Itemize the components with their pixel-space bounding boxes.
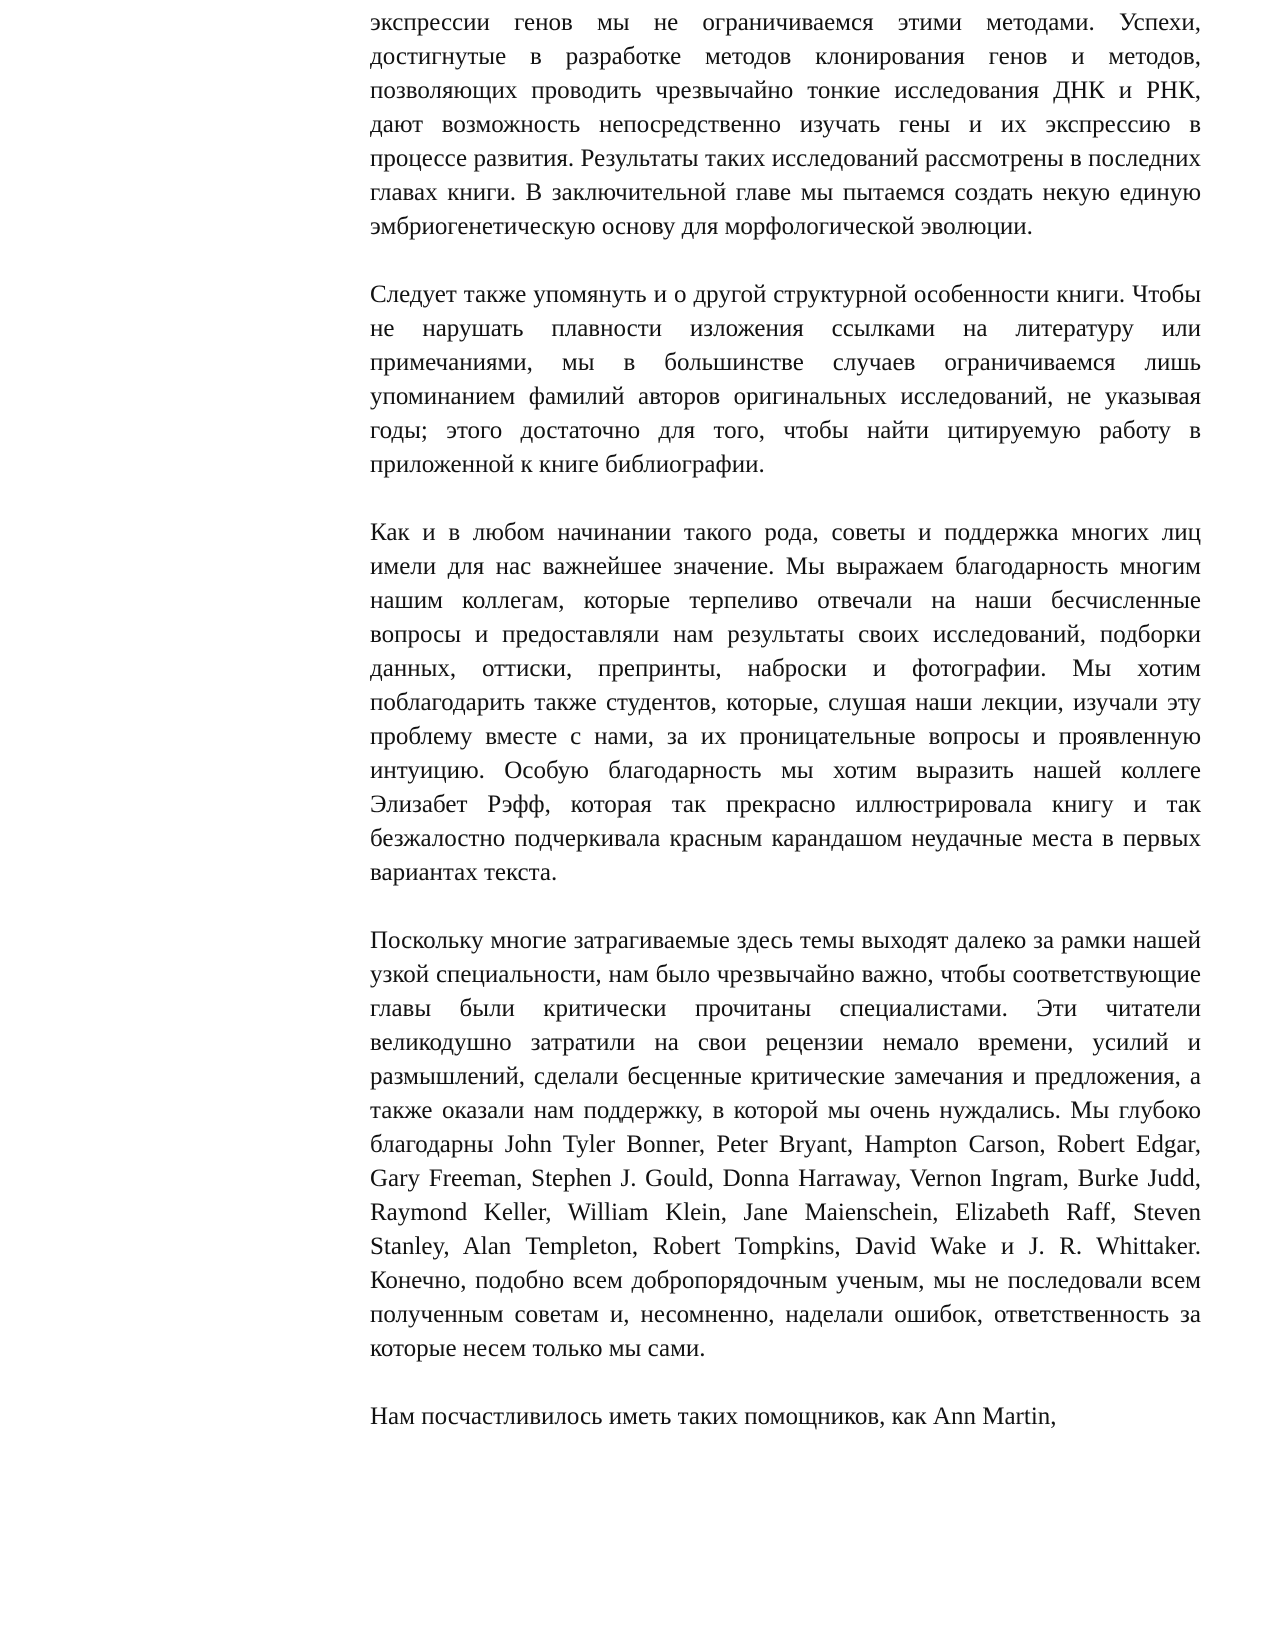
paragraph: Нам посчастливилось иметь таких помощников, как Ann Martin, <box>370 1403 1057 1430</box>
paragraph: Поскольку многие затрагиваемые здесь темы выходят далеко за рамки нашей узкой специальности, нам было чрезвычайно важно, чтобы соответствующие главы были критически прочитаны специалистами. Эти читатели великодушно затратили на свои рецензии немало времени, усилий и размышлений, сделали бесценные критические замечания и предложения, а также оказали нам поддержку, в которой мы очень нуждались. Мы глубоко благодарны John Tyler Bonner, Peter Bryant, Hampton Carson, Robert Edgar, Gary Freeman, Stephen J. Gould, Donna Harraway, Vernon Ingram, Burke Judd, Raymond Keller, William Klein, Jane Maienschein, Elizabeth Raff, Steven Stanley, Alan Templeton, Robert Tompkins, David Wake и J. R. Whittaker. Конечно, подобно всем добропорядочным ученым, мы не последовали всем полученным советам и, несомненно, наделали ошибок, ответственность за которые несем только мы сами. <box>370 927 1201 1362</box>
paragraph: Следует также упомянуть и о другой структурной особенности книги. Чтобы не нарушать плавности изложения ссылками на литературу или примечаниями, мы в большинстве случаев ограничиваемся лишь упоминанием фамилий авторов оригинальных исследований, не указывая годы; этого достаточно для того, чтобы найти цитируемую работу в приложенной к книге библиографии. <box>370 281 1201 478</box>
paragraph: экспрессии генов мы не ограничиваемся этими методами. Успехи, достигнутые в разработке методов клонирования генов и методов, позволяющих проводить чрезвычайно тонкие исследования ДНК и РНК, дают возможность непосредственно изучать гены и их экспрессию в процессе развития. Результаты таких исследований рассмотрены в последних главах книги. В заключительной главе мы пытаемся создать некую единую эмбриогенетическую основу для морфологической эволюции. <box>370 9 1201 240</box>
page-text <box>370 6 1201 1434</box>
paragraph: Как и в любом начинании такого рода, советы и поддержка многих лиц имели для нас важнейшее значение. Мы выражаем благодарность многим нашим коллегам, которые терпеливо отвечали на наши бесчисленные вопросы и предоставляли нам результаты своих исследований, подборки данных, оттиски, препринты, наброски и фотографии. Мы хотим поблагодарить также студентов, которые, слушая наши лекции, изучали эту проблему вместе с нами, за их проницательные вопросы и проявленную интуицию. Особую благодарность мы хотим выразить нашей коллеге Элизабет Рэфф, которая так прекрасно иллюстрировала книгу и так безжалостно подчеркивала красным карандашом неудачные места в первых вариантах текста. <box>370 519 1201 886</box>
